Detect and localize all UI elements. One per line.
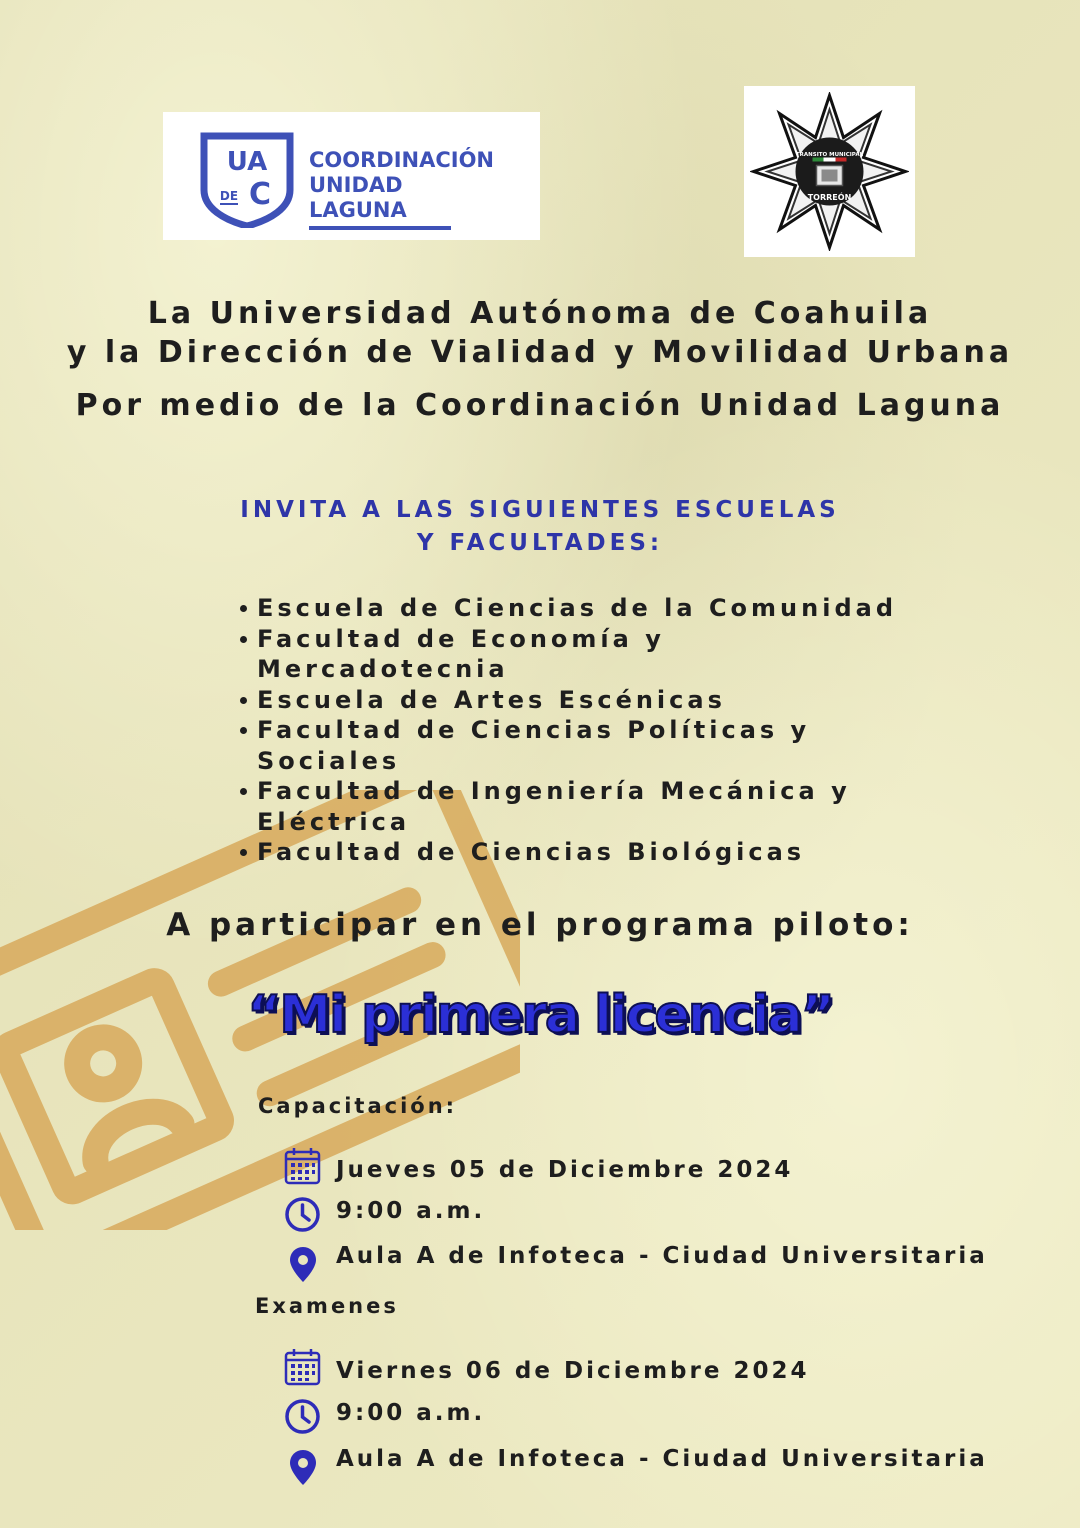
header-line-1: La Universidad Autónoma de Coahuila	[147, 296, 933, 331]
clock-icon	[284, 1196, 321, 1233]
school-item: Facultad de Ciencias Políticas y Sociales	[238, 715, 817, 776]
calendar-icon	[284, 1348, 321, 1386]
school-item: Escuela de Artes Escénicas	[238, 685, 938, 716]
invite-line-1: INVITA A LAS SIGUIENTES ESCUELAS	[240, 497, 840, 523]
training-place: Aula A de Infoteca - Ciudad Universitaria	[336, 1243, 988, 1269]
uadec-mark-mid: DE	[219, 189, 239, 203]
calendar-icon	[284, 1147, 321, 1185]
schools-list	[238, 593, 938, 868]
transito-label-top: TRANSITO MUNICIPAL	[795, 152, 864, 158]
transito-torreon-logo	[744, 86, 915, 257]
uadec-shield-icon	[200, 132, 294, 228]
school-item: Escuela de Ciencias de la Comunidad	[238, 593, 938, 624]
training-date: Jueves 05 de Diciembre 2024	[336, 1157, 794, 1183]
program-intro: A participar en el programa piloto:	[166, 907, 914, 943]
header-line-2: y la Dirección de Vialidad y Movilidad Urbana	[66, 335, 1014, 370]
police-star-icon	[750, 92, 909, 251]
school-item: Facultad de Ciencias Biológicas	[238, 837, 938, 868]
location-pin-icon	[289, 1449, 317, 1486]
school-item: Facultad de Ingeniería Mecánica y Eléctrica	[238, 776, 857, 837]
exams-label: Examenes	[255, 1294, 399, 1318]
header-line-3: Por medio de la Coordinación Unidad Laguna	[75, 388, 1005, 423]
uadec-mark-top: UA	[226, 147, 268, 177]
location-pin-icon	[289, 1246, 317, 1283]
program-title: “Mi primera licencia”	[247, 985, 833, 1045]
transito-label-bottom: TORREÓN	[807, 193, 852, 202]
uadec-mark-letter: C	[248, 177, 272, 212]
uadec-underline	[309, 226, 451, 230]
uadec-line-3: LAGUNA	[309, 198, 407, 222]
uadec-wordmark	[309, 148, 494, 223]
invite-heading	[0, 494, 1080, 560]
school-item: Facultad de Economía y Mercadotecnia	[238, 624, 687, 685]
training-label: Capacitación:	[258, 1094, 458, 1118]
exams-time: 9:00 a.m.	[336, 1400, 486, 1426]
invite-line-2: Y FACULTADES:	[416, 530, 664, 556]
uadec-logo	[163, 112, 540, 240]
exams-place: Aula A de Infoteca - Ciudad Universitaria	[336, 1446, 988, 1472]
clock-icon	[284, 1398, 321, 1435]
uadec-line-2: UNIDAD	[309, 173, 403, 197]
uadec-line-1: COORDINACIÓN	[309, 148, 495, 172]
training-time: 9:00 a.m.	[336, 1198, 486, 1224]
exams-date: Viernes 06 de Diciembre 2024	[336, 1358, 810, 1384]
